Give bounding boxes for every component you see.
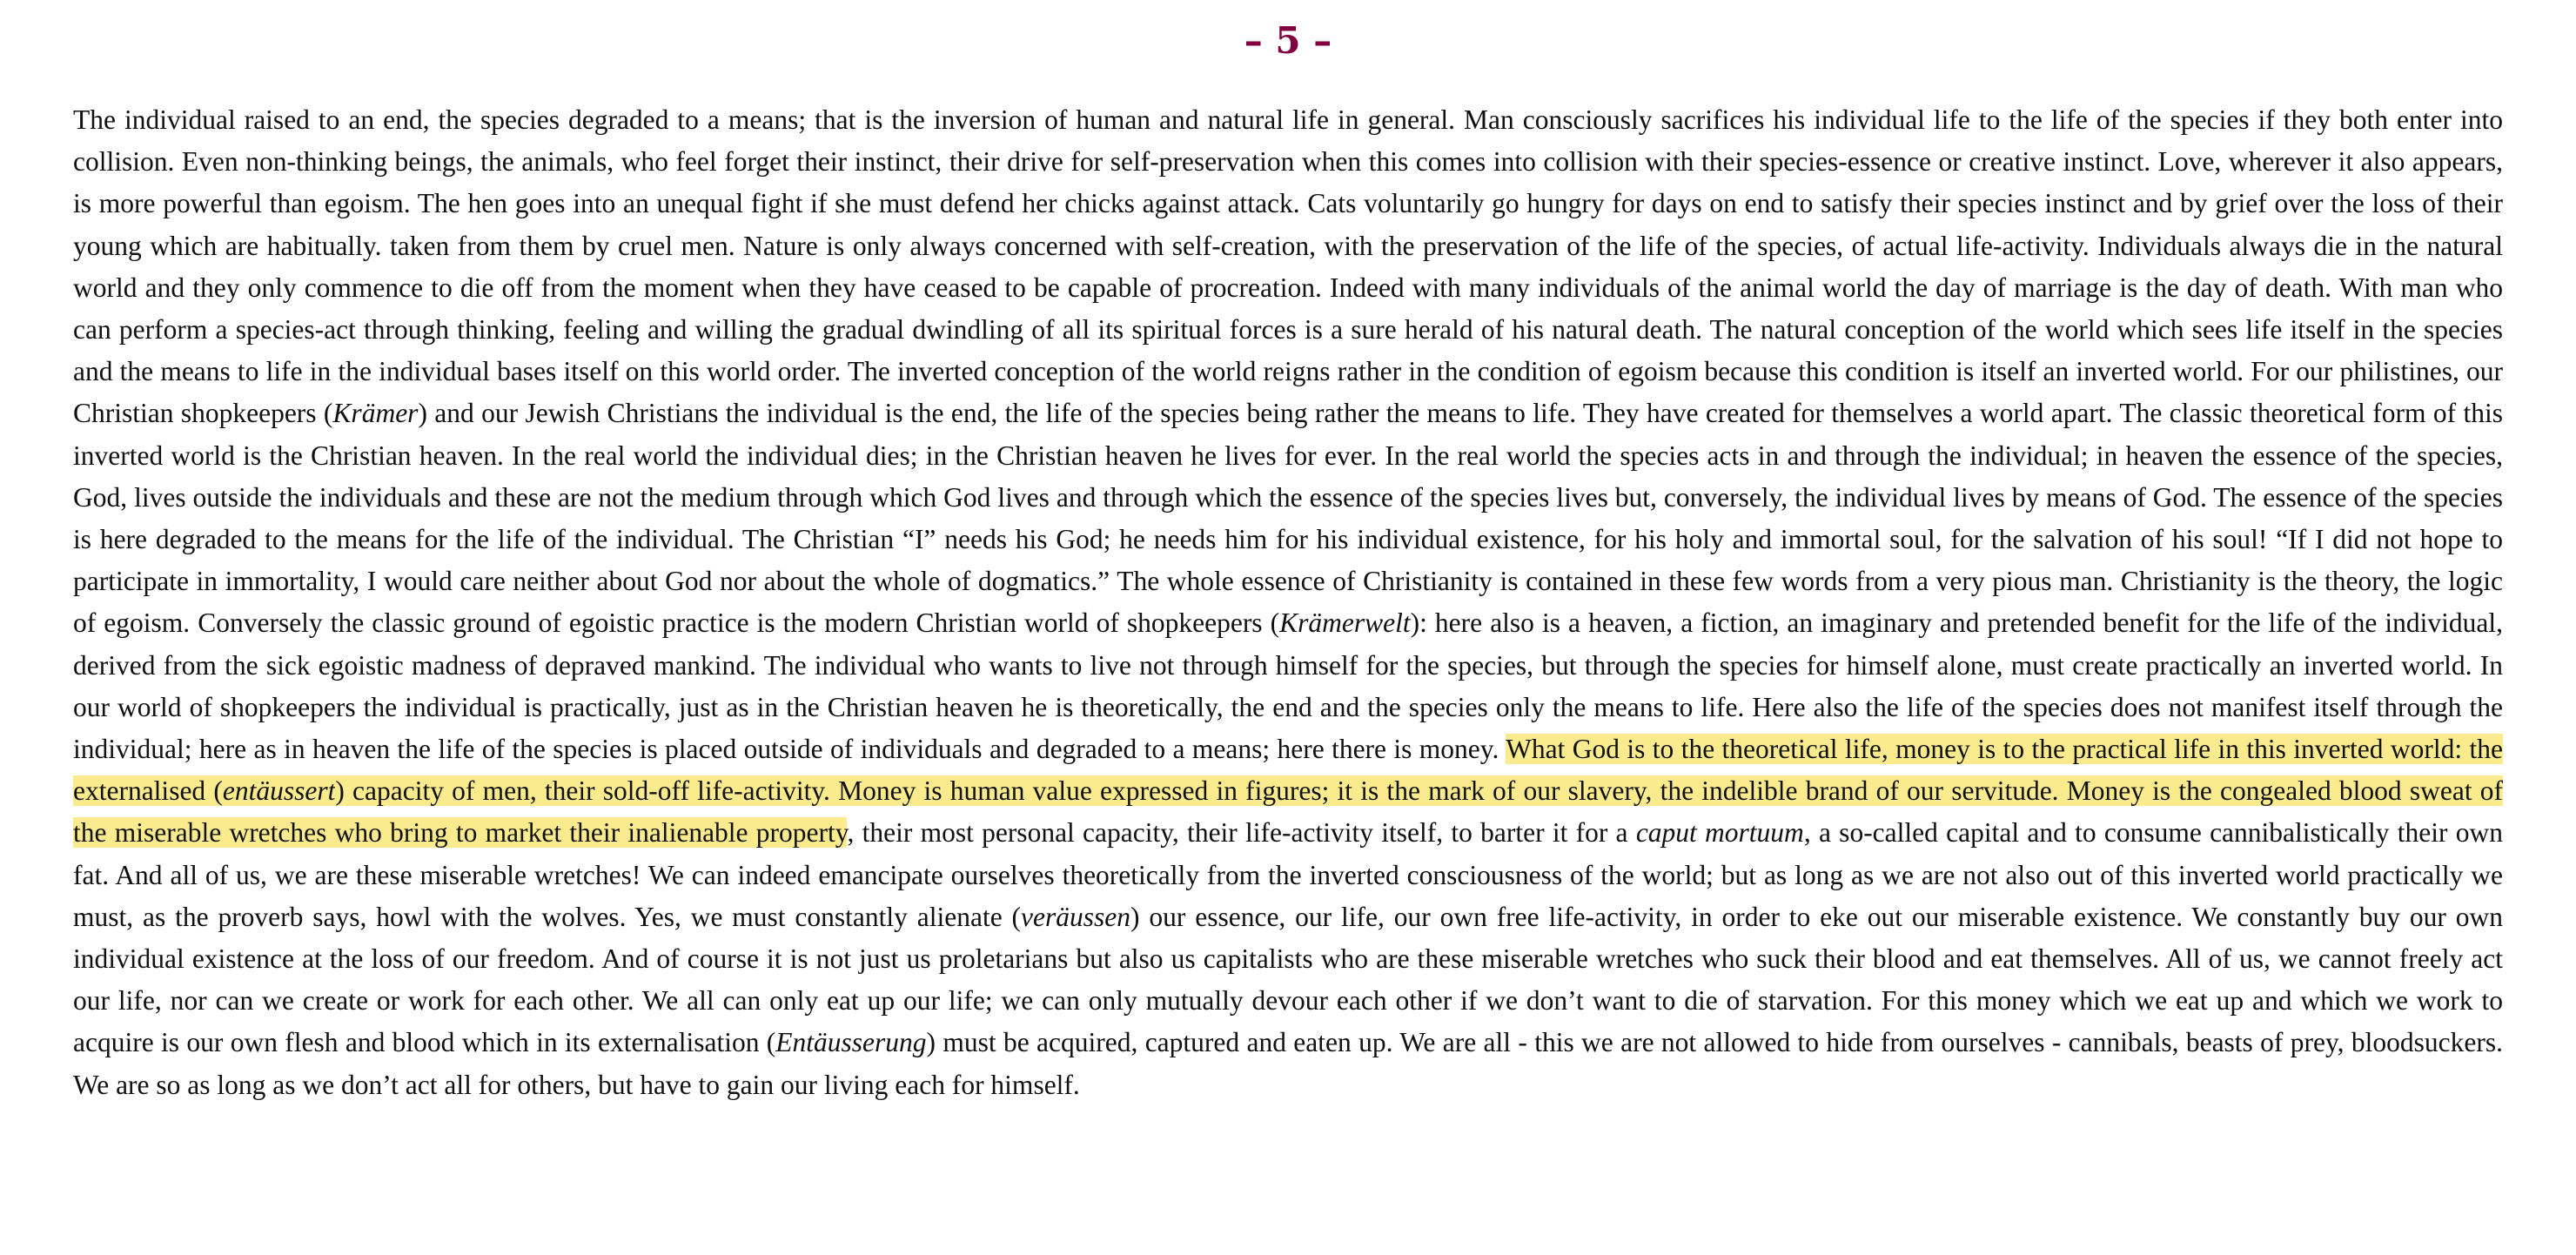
text-segment: The individual raised to an end, the species degraded to a means; that is the inversion of human and natural life in general. Man consciously sacrifices his individual life to the life of the species if they both enter into collision. Even non-thinking beings, the animals, who feel forget their instinct, their drive for self-preservation when this comes into collision with their species-essence or creative instinct. Love, wherever it also appears, is more powerful than egoism. The hen goes into an unequal fight if she must defend her chicks against attack. Cats voluntarily go hungry for days on end to satisfy their species instinct and by grief over the loss of their young which are habitually. taken from them by cruel men. Nature is only always concerned with self-creation, with the preservation of the life of the species, of actual life-activity. Individuals always die in the natural world and they only commence to die off from the moment when they have ceased to be capable of procreation. Indeed with many individuals of the animal world the day of marriage is the day of death. With man who can perform a species-act through thinking, feeling and willing the gradual dwindling of all its spiritual forces is a sure herald of his natural death. The natural conception of the world which sees life itself in the species and the means to life in the individual bases itself on this world order. The inverted conception of the world reigns rather in the condition of egoism because this condition is itself an inverted world. For our philistines, our Christian shopkeepers ( — [73, 104, 2503, 429]
text-segment: ) and our Jewish Christians the individual is the end, the life of the species being rather the means to life. They have created for themselves a world apart. The classic theoretical form of this inverted world is the Christian heaven. In the real world the individual dies; in the Christian heaven he lives for ever. In the real world the species acts in and through the individual; in heaven the essence of the species, God, lives outside the individuals and these are not the medium through which God lives and through which the essence of the species lives but, conversely, the individual lives by means of God. The essence of the species is here degraded to the means for the life of the individual. The Christian “I” needs his God; he needs him for his individual existence, for his holy and immortal soul, for the salvation of his soul! “If I did not hope to participate in immortality, I would care neither about God nor about the whole of dogmatics.” The whole essence of Christianity is contained in these few words from a very pious man. Christianity is the theory, the logic of egoism. Conversely the classic ground of egoistic practice is the modern Christian world of shopkeepers ( — [73, 398, 2503, 639]
page-number: – 5 – — [1244, 19, 1332, 62]
text-segment: ) must be acquired, captured and eaten up. We are all - this we are not allowed to hide from ourselves - cannibals, beasts of prey, bloodsuckers. We are so as long as we don’t act all for others, but have to gain our living each for himself. — [73, 1027, 2503, 1100]
italic-term-kramer: Krämer — [332, 398, 419, 429]
text-segment: , their most personal capacity, their life-activity itself, to barter it for a — [847, 817, 1636, 849]
italic-term-veraussen: veräussen — [1021, 901, 1131, 932]
text-segment: ) our essence, our life, our own free life-activity, in order to eke out our miserable existence. We constantly buy our own individual existence at the loss of our freedom. And of course it is not just us proletarians but also us capitalists who are these miserable wretches who suck their blood and eat themselves. All of us, we cannot freely act our life, nor can we create or work for each other. We all can only eat up our life; we can only mutually devour each other if we don’t want to die of starvation. For this money which we eat up and which we work to acquire is our own flesh and blood which in its externalisation ( — [73, 901, 2503, 1058]
italic-term-caput-mortuum: caput mortuum — [1635, 817, 1804, 849]
highlighted-italic-term-entaussert: entäussert — [222, 775, 336, 807]
italic-term-entausserung: Entäusserung — [775, 1027, 927, 1058]
highlighted-text: ) capacity of men, their sold-off life-activity. Money is human value expressed in figures; it is the mark of our slavery, the indelible brand of our servitude. Money is the congealed blood sweat of the miserable wretches who bring to market their inalienable property — [73, 775, 2503, 849]
text-segment: , a so-called capital and to consume cannibalistically their own fat. And all of us, we are these miserable wretches! We can indeed emancipate ourselves theoretically from the inverted consciousness of the world; but as long as we are not also out of this inverted world practically we must, as the proverb says, howl with the wolves. Yes, we must constantly alienate ( — [73, 817, 2503, 932]
italic-term-kramerwelt: Krämerwelt — [1279, 607, 1411, 639]
body-paragraph — [73, 99, 2503, 1106]
text-segment: ): here also is a heaven, a fiction, an imaginary and pretended benefit for the life of the individual, derived from the sick egoistic madness of depraved mankind. The individual who wants to live not through himself for the species, but through the species for himself alone, must create practically an inverted world. In our world of shopkeepers the individual is practically, just as in the Christian heaven he is theoretically, the end and the species only the means to life. Here also the life of the species does not manifest itself through the individual; here as in heaven the life of the species is placed outside of individuals and degraded to a means; here there is money. — [73, 607, 2503, 765]
highlighted-text: What God is to the theoretical life, money is to the practical life in this inverted world: the externalised ( — [73, 734, 2503, 807]
